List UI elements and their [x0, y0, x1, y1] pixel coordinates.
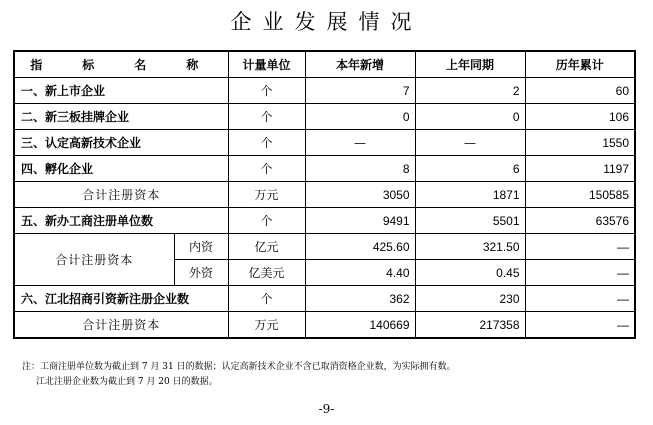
row-unit: 个	[228, 130, 305, 156]
row-label: 五、新办工商注册单位数	[14, 208, 228, 234]
row-label: 合计注册资本	[14, 234, 174, 286]
footnote-line-2: 江北注册企业数为截止到 7 月 20 日的数据。	[36, 377, 218, 387]
cell-new: 362	[305, 286, 415, 312]
cell-prev: 217358	[415, 312, 525, 339]
cell-prev: 0	[415, 104, 525, 130]
row-unit: 万元	[228, 182, 305, 208]
page-title: 企业发展情况	[230, 10, 423, 34]
table-row	[14, 156, 635, 182]
row-unit: 个	[228, 104, 305, 130]
cell-total: —	[525, 312, 635, 339]
row-label: 合计注册资本	[14, 182, 228, 208]
row-label: 二、新三板挂牌企业	[14, 104, 228, 130]
row-unit: 个	[228, 78, 305, 104]
cell-new: 9491	[305, 208, 415, 234]
cell-new: 425.60	[305, 234, 415, 260]
row-unit: 个	[228, 286, 305, 312]
table-row	[14, 312, 635, 339]
row-label: 一、新上市企业	[14, 78, 228, 104]
cell-total: 1550	[525, 130, 635, 156]
cell-prev: 1871	[415, 182, 525, 208]
row-label: 三、认定高新技术企业	[14, 130, 228, 156]
table-row	[14, 208, 635, 234]
row-unit: 个	[228, 156, 305, 182]
sub-label-domestic: 内资	[174, 234, 228, 260]
row-label: 四、孵化企业	[14, 156, 228, 182]
cell-total: 60	[525, 78, 635, 104]
cell-total: 150585	[525, 182, 635, 208]
sub-label-foreign: 外资	[174, 260, 228, 286]
cell-new: 0	[305, 104, 415, 130]
table-row	[14, 286, 635, 312]
cell-prev: 5501	[415, 208, 525, 234]
cell-total: —	[525, 286, 635, 312]
cell-new: 7	[305, 78, 415, 104]
cell-new: 4.40	[305, 260, 415, 286]
table-row	[14, 182, 635, 208]
row-label: 合计注册资本	[14, 312, 228, 339]
row-unit: 亿元	[228, 234, 305, 260]
header-indicator: 指 标 名 称	[14, 51, 228, 78]
cell-new: 140669	[305, 312, 415, 339]
cell-new: —	[305, 130, 415, 156]
table-row	[14, 78, 635, 104]
row-label: 六、江北招商引资新注册企业数	[14, 286, 228, 312]
cell-total: 63576	[525, 208, 635, 234]
page-number: -9-	[318, 402, 335, 416]
cell-prev: 6	[415, 156, 525, 182]
table-header-row	[14, 51, 635, 78]
cell-prev: 230	[415, 286, 525, 312]
row-unit: 个	[228, 208, 305, 234]
header-prev: 上年同期	[415, 51, 525, 78]
table-row	[14, 130, 635, 156]
cell-prev: 0.45	[415, 260, 525, 286]
enterprise-development-table	[13, 50, 636, 339]
cell-total: 106	[525, 104, 635, 130]
cell-total: —	[525, 234, 635, 260]
footnote-line-1: 注：工商注册单位数为截止到 7 月 31 日的数据；认定高新技术企业不含已取消资格企业数，为实际拥有数。	[22, 362, 456, 372]
cell-new: 8	[305, 156, 415, 182]
header-total: 历年累计	[525, 51, 635, 78]
table-row	[14, 104, 635, 130]
cell-new: 3050	[305, 182, 415, 208]
header-new: 本年新增	[305, 51, 415, 78]
cell-prev: 2	[415, 78, 525, 104]
table-row	[14, 234, 635, 260]
cell-total: —	[525, 260, 635, 286]
cell-prev: 321.50	[415, 234, 525, 260]
cell-total: 1197	[525, 156, 635, 182]
row-unit: 亿美元	[228, 260, 305, 286]
row-unit: 万元	[228, 312, 305, 339]
header-unit: 计量单位	[228, 51, 305, 78]
cell-prev: —	[415, 130, 525, 156]
